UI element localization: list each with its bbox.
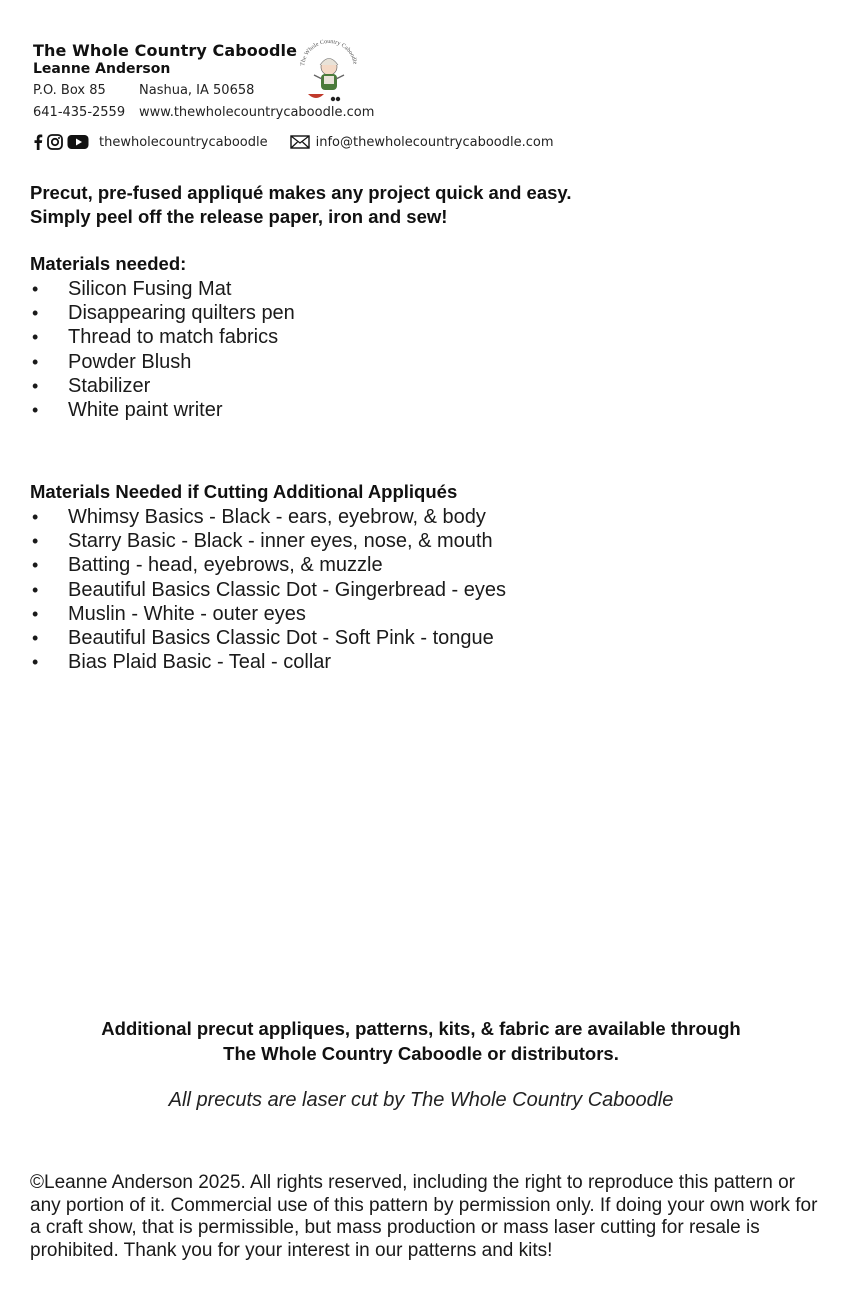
availability-line-1: Additional precut appliques, patterns, kits, & fabric are available through — [101, 1018, 741, 1039]
list-item: • Stabilizer — [30, 374, 295, 398]
envelope-icon — [290, 135, 310, 149]
city-address: Nashua, IA 50658 — [139, 83, 255, 98]
availability-note — [0, 1016, 842, 1066]
list-item: • White paint writer — [30, 398, 295, 422]
additional-materials-heading: Materials Needed if Cutting Additional Appliqués — [30, 481, 458, 502]
email-address: info@thewholecountrycaboodle.com — [315, 134, 554, 150]
facebook-icon[interactable] — [33, 134, 43, 150]
owner-name: Leanne Anderson — [33, 61, 171, 77]
copyright-notice: ©Leanne Anderson 2025. All rights reserved, including the right to reproduce this pattern or any portion of it. Commercial use of this pattern by permission only. If doing your own work for a craft show, that is permissible, but mass production or mass laser cutting for resale is prohibited. Thank you for your interest in our patterns and kits! — [30, 1172, 818, 1261]
list-item: • Beautiful Basics Classic Dot - Soft Pink - tongue — [30, 626, 506, 650]
availability-line-2: The Whole Country Caboodle or distributors. — [223, 1043, 619, 1064]
caboodle-logo — [296, 38, 362, 108]
additional-materials-list — [30, 505, 506, 674]
intro-line-2: Simply peel off the release paper, iron and sew! — [30, 206, 448, 227]
materials-heading: Materials needed: — [30, 253, 187, 274]
svg-text:The Whole Country Caboodle: The Whole Country Caboodle — [300, 38, 358, 67]
social-handle[interactable]: thewholecountrycaboodle — [99, 134, 268, 150]
list-item: • Batting - head, eyebrows, & muzzle — [30, 553, 506, 577]
youtube-icon[interactable] — [67, 134, 89, 150]
list-item: • Silicon Fusing Mat — [30, 277, 295, 301]
laser-cut-note: All precuts are laser cut by The Whole Country Caboodle — [168, 1089, 674, 1111]
list-item: • Disappearing quilters pen — [30, 301, 295, 325]
website-link[interactable]: www.thewholecountrycaboodle.com — [139, 105, 375, 120]
list-item: • Muslin - White - outer eyes — [30, 602, 506, 626]
list-item: • Starry Basic - Black - inner eyes, nose, & mouth — [30, 529, 506, 553]
list-item: • Beautiful Basics Classic Dot - Gingerbread - eyes — [30, 578, 506, 602]
materials-list — [30, 277, 295, 422]
intro-text — [30, 181, 571, 229]
list-item: • Bias Plaid Basic - Teal - collar — [30, 650, 506, 674]
email-link[interactable] — [290, 135, 554, 150]
po-box: P.O. Box 85 — [33, 83, 106, 98]
social-row — [33, 132, 554, 152]
list-item: • Powder Blush — [30, 350, 295, 374]
company-name: The Whole Country Caboodle — [33, 41, 298, 60]
list-item: • Whimsy Basics - Black - ears, eyebrow, & body — [30, 505, 506, 529]
intro-line-1: Precut, pre-fused appliqué makes any project quick and easy. — [30, 182, 572, 203]
list-item: • Thread to match fabrics — [30, 325, 295, 349]
instagram-icon[interactable] — [47, 134, 63, 150]
phone-number: 641-435-2559 — [33, 105, 126, 120]
